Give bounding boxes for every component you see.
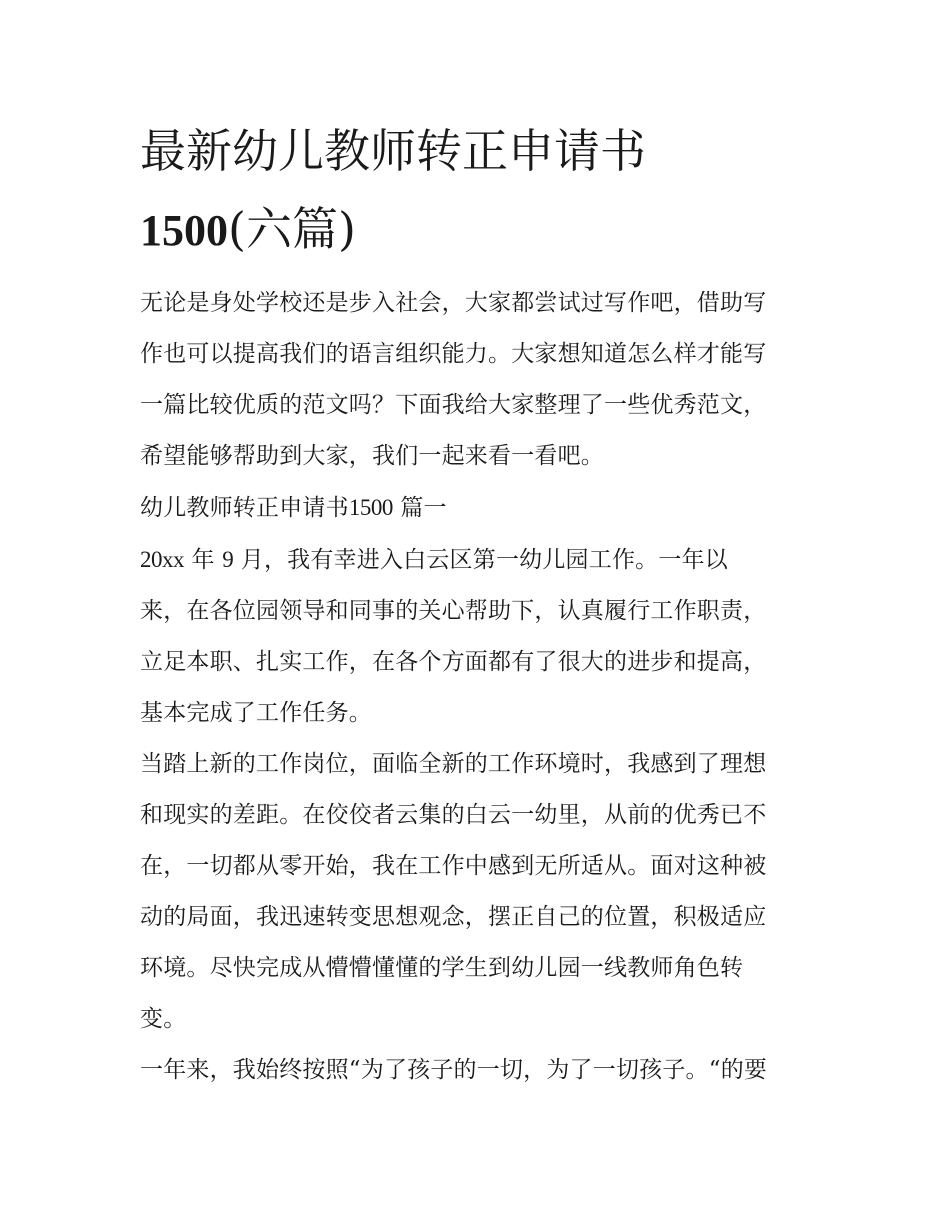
intro-line: 作也可以提高我们的语言组织能力。大家想知道怎么样才能写: [140, 341, 767, 367]
document-page: [140, 112, 830, 1096]
section-heading-suffix: 篇一: [400, 495, 447, 521]
paragraph-2-line: 变。: [140, 1006, 187, 1032]
year-text: 20xx: [140, 547, 184, 572]
section-heading-prefix: 幼儿教师转正申请书: [140, 495, 349, 521]
title-number: 1500: [140, 206, 228, 255]
paragraph-1-line: 基本完成了工作任务。: [140, 700, 372, 726]
intro-line: 希望能够帮助到大家，我们一起来看一看吧。: [140, 443, 604, 469]
document-body: [140, 278, 830, 1096]
title-line-1: 最新幼儿教师转正申请书: [140, 124, 646, 178]
paragraph-1-line: [140, 534, 830, 586]
paragraph-1-line: 立足本职、扎实工作，在各个方面都有了很大的进步和提高，: [140, 649, 767, 675]
intro-paragraph: [140, 278, 830, 482]
title-line-2: [140, 190, 830, 270]
paragraph-1: [140, 534, 830, 739]
paragraph-2-line: 在，一切都从零开始，我在工作中感到无所适从。面对这种被: [140, 853, 767, 879]
month-number: 9: [222, 547, 234, 572]
paragraph-3: [140, 1045, 830, 1096]
paragraph-1-first-rest: 月，我有幸进入白云区第一幼儿园工作。一年以: [240, 547, 728, 573]
paragraph-2: [140, 739, 830, 1045]
intro-line: 无论是身处学校还是步入社会，大家都尝试过写作吧，借助写: [140, 290, 767, 316]
paragraph-2-line: 动的局面，我迅速转变思想观念，摆正自己的位置，积极适应: [140, 904, 767, 930]
paragraph-2-line: 和现实的差距。在佼佼者云集的白云一幼里，从前的优秀已不: [140, 802, 767, 828]
document-title: [140, 112, 830, 270]
paragraph-2-line: 当踏上新的工作岗位，面临全新的工作环境时，我感到了理想: [140, 751, 767, 777]
paragraph-1-line: 来，在各位园领导和同事的关心帮助下，认真履行工作职责，: [140, 598, 767, 624]
section-heading-number: 1500: [348, 495, 393, 520]
paragraph-2-line: 环境。尽快完成从懵懵懂懂的学生到幼儿园一线教师角色转: [140, 955, 744, 981]
title-suffix: (六篇): [228, 202, 356, 256]
year-unit: 年: [191, 547, 215, 573]
paragraph-3-line: 一年来，我始终按照“为了孩子的一切，为了一切孩子。“的要: [140, 1057, 768, 1083]
section-heading: [140, 482, 830, 534]
intro-line: 一篇比较优质的范文吗？下面我给大家整理了一些优秀范文，: [140, 392, 767, 418]
